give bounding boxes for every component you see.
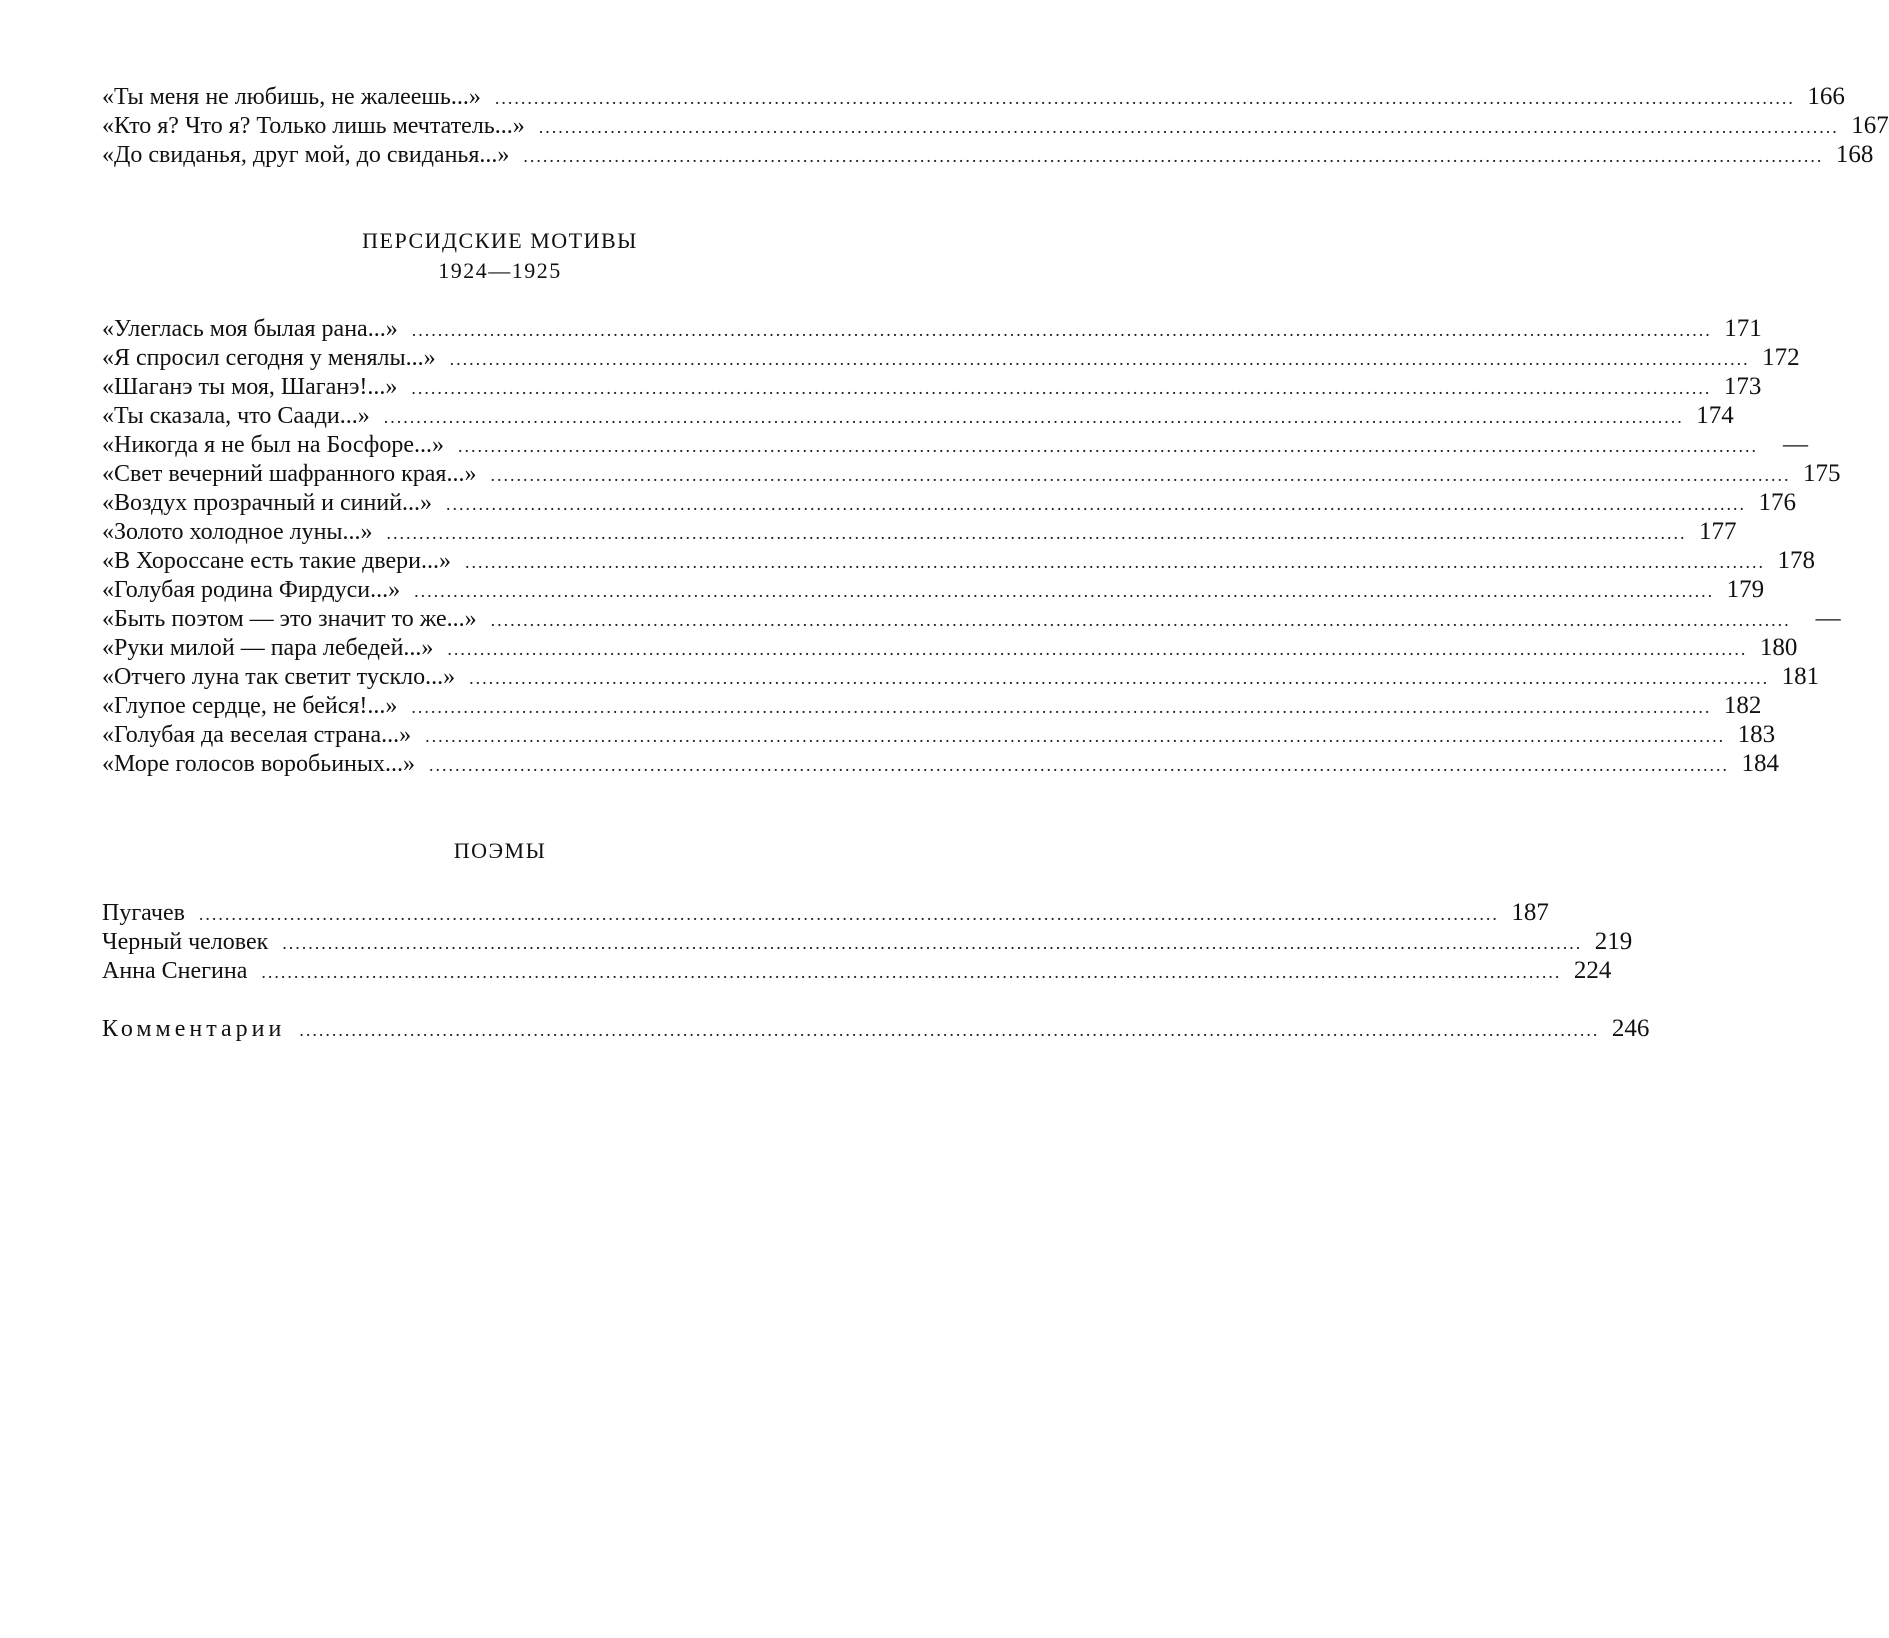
dot-leader: ........................................................................................................................................................................................................ [411, 378, 1712, 398]
toc-entry-commentary[interactable] [102, 1014, 1650, 1043]
toc-entry[interactable] [102, 720, 1776, 749]
entry-title: «Кто я? Что я? Только лишь мечтатель...» [102, 113, 525, 139]
toc-entry[interactable] [102, 691, 1762, 720]
entry-title: Пугачев [102, 900, 185, 926]
entry-page: 179 [1726, 576, 1765, 603]
entry-page: 224 [1573, 957, 1612, 984]
toc-block-poems [102, 898, 1633, 985]
dot-leader: ........................................................................................................................................................................................................ [411, 320, 1712, 340]
entry-title: «Шаганэ ты моя, Шаганэ!...» [102, 374, 398, 400]
toc-block-top [102, 82, 1889, 169]
dot-leader: ........................................................................................................................................................................................................ [198, 904, 1499, 924]
dot-leader: ........................................................................................................................................................................................................ [523, 146, 1824, 166]
entry-title: «Свет вечерний шафранного края...» [102, 461, 477, 487]
dot-leader: ........................................................................................................................................................................................................ [386, 523, 1687, 543]
entry-page: — [1815, 605, 1841, 632]
entry-title: «Быть поэтом — это значит то же...» [102, 606, 477, 632]
entry-title: «Голубая да веселая страна...» [102, 722, 412, 748]
entry-title: «Я спросил сегодня у менялы...» [102, 345, 436, 371]
entry-page: 173 [1723, 373, 1762, 400]
toc-entry[interactable] [102, 956, 1612, 985]
entry-title: «Море голосов воробьиных...» [102, 751, 416, 777]
entry-page: 172 [1762, 344, 1800, 371]
dot-leader: ........................................................................................................................................................................................................ [261, 962, 1562, 982]
toc-block-persian [102, 314, 1841, 778]
dot-leader: ........................................................................................................................................................................................................ [383, 407, 1684, 427]
entry-page: 166 [1807, 83, 1845, 110]
entry-title: Черный человек [102, 929, 269, 955]
entry-title: Анна Снегина [102, 958, 248, 984]
toc-entry[interactable] [102, 749, 1780, 778]
entry-title: «Никогда я не был на Босфоре...» [102, 432, 444, 458]
entry-title: «Руки милой — пара лебедей...» [102, 635, 434, 661]
toc-entry[interactable] [102, 401, 1734, 430]
entry-page: 174 [1696, 402, 1734, 429]
entry-title: «Голубая родина Фирдуси...» [102, 577, 401, 603]
toc-entry[interactable] [102, 546, 1815, 575]
dot-leader: ........................................................................................................................................................................................................ [429, 755, 1730, 775]
toc-entry[interactable] [102, 140, 1874, 169]
toc-entry[interactable] [102, 575, 1765, 604]
entry-page: 177 [1699, 518, 1737, 545]
toc-entry[interactable] [102, 430, 1808, 459]
toc-entry[interactable] [102, 604, 1841, 633]
entry-page: 171 [1724, 315, 1762, 342]
entry-page: 187 [1511, 899, 1549, 926]
entry-page: 180 [1759, 634, 1798, 661]
entry-page: 176 [1758, 489, 1797, 516]
dot-leader: ........................................................................................................................................................................................................ [449, 349, 1750, 369]
entry-page: 175 [1802, 460, 1841, 487]
entry-page: 181 [1781, 663, 1820, 690]
entry-title: «Золото холодное луны...» [102, 519, 373, 545]
entry-page: 178 [1777, 547, 1815, 574]
toc-entry[interactable] [102, 488, 1797, 517]
entry-page: 219 [1594, 928, 1633, 955]
entry-title: Комментарии [102, 1016, 286, 1042]
entry-title: «Ты меня не любишь, не жалеешь...» [102, 84, 481, 110]
dot-leader: ........................................................................................................................................................................................................ [425, 726, 1726, 746]
toc-entry[interactable] [102, 459, 1841, 488]
dot-leader: ........................................................................................................................................................................................................ [465, 552, 1765, 572]
toc-entry[interactable] [102, 343, 1800, 372]
entry-title: «Воздух прозрачный и синий...» [102, 490, 433, 516]
dot-leader: ........................................................................................................................................................................................................ [458, 436, 1758, 456]
toc-entry[interactable] [102, 927, 1633, 956]
toc-block-commentary [102, 1014, 1650, 1043]
entry-page: 168 [1835, 141, 1874, 168]
dot-leader: ........................................................................................................................................................................................................ [447, 639, 1748, 659]
toc-entry[interactable] [102, 633, 1798, 662]
dot-leader: ........................................................................................................................................................................................................ [490, 465, 1791, 485]
entry-title: «Отчего луна так светит тускло...» [102, 664, 456, 690]
entry-page: 184 [1741, 750, 1780, 777]
entry-page: 183 [1737, 721, 1776, 748]
dot-leader: ........................................................................................................................................................................................................ [490, 610, 1791, 630]
section-heading-persian: ПЕРСИДСКИЕ МОТИВЫ [362, 228, 638, 253]
entry-page: 167 [1851, 112, 1889, 139]
entry-title: «Ты сказала, что Саади...» [102, 403, 370, 429]
dot-leader: ........................................................................................................................................................................................................ [538, 117, 1839, 137]
entry-title: «Глупое сердце, не бейся!...» [102, 693, 398, 719]
dot-leader: ........................................................................................................................................................................................................ [299, 1020, 1600, 1040]
toc-entry[interactable] [102, 111, 1889, 140]
entry-page: 246 [1611, 1015, 1650, 1042]
entry-title: «Улеглась моя былая рана...» [102, 316, 398, 342]
toc-entry[interactable] [102, 82, 1845, 111]
section-years: 1924—1925 [438, 258, 562, 283]
dot-leader: ........................................................................................................................................................................................................ [282, 933, 1583, 953]
toc-entry[interactable] [102, 898, 1549, 927]
entry-title: «До свиданья, друг мой, до свиданья...» [102, 142, 510, 168]
entry-title: «В Хороссане есть такие двери...» [102, 548, 451, 574]
section-heading-poems: ПОЭМЫ [453, 838, 547, 863]
dot-leader: ........................................................................................................................................................................................................ [469, 668, 1770, 688]
toc-entry[interactable] [102, 662, 1820, 691]
dot-leader: ........................................................................................................................................................................................................ [411, 697, 1712, 717]
dot-leader: ........................................................................................................................................................................................................ [446, 494, 1747, 514]
entry-page: 182 [1723, 692, 1762, 719]
toc-entry[interactable] [102, 314, 1762, 343]
dot-leader: ........................................................................................................................................................................................................ [414, 581, 1715, 601]
toc-entry[interactable] [102, 517, 1737, 546]
dot-leader: ........................................................................................................................................................................................................ [494, 88, 1795, 108]
toc-entry[interactable] [102, 372, 1762, 401]
entry-page: — [1783, 431, 1808, 458]
